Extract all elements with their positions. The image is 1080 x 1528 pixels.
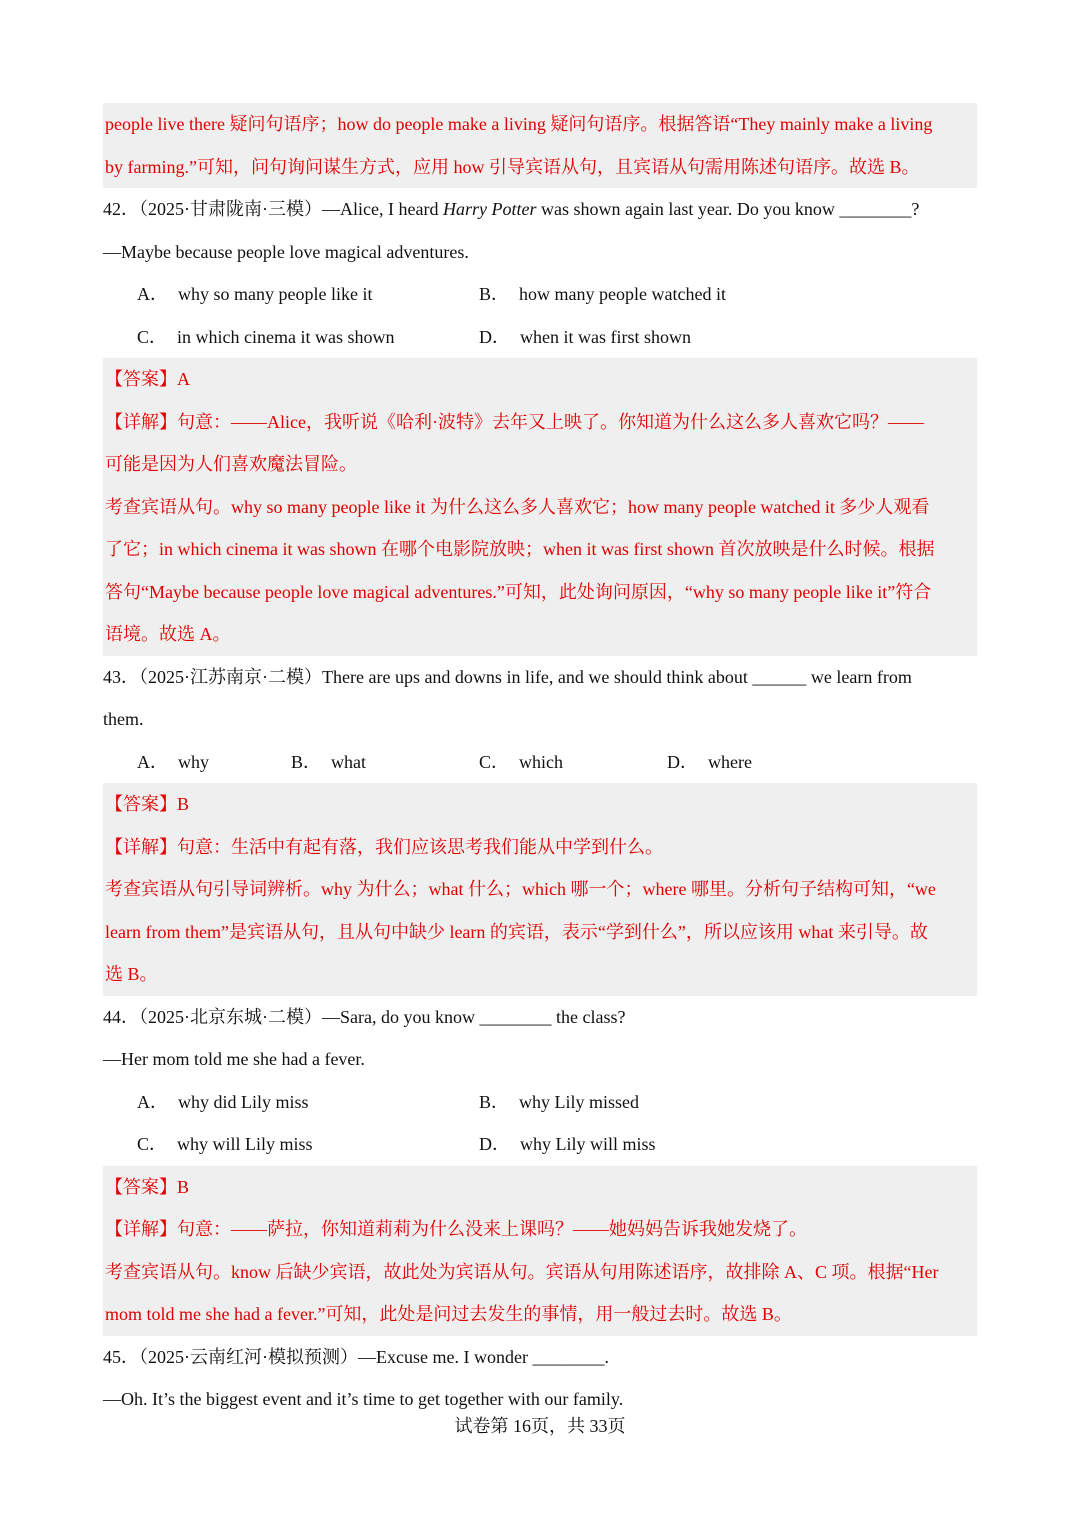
option-c[interactable]: C． why will Lily miss: [137, 1134, 313, 1154]
question-source: （2025·北京东城·二模）: [139, 1006, 322, 1027]
answer-block: [103, 1166, 977, 1336]
options-row: [103, 1081, 977, 1124]
option-b[interactable]: B． what: [291, 751, 367, 772]
question-stem: 42．（2025·甘肃陇南·三模）—Alice, I heard Harry Potter was shown again last year. Do you know ________?: [103, 199, 920, 219]
explanation-line: 语境。故选 A。: [105, 624, 231, 644]
answer-value: B: [177, 1176, 190, 1197]
question-stem-cont: them.: [103, 709, 144, 729]
option-c[interactable]: C． in which cinema it was shown: [137, 326, 395, 347]
detail-line: 可能是因为人们喜欢魔法冒险。: [105, 454, 357, 474]
answer-value: A: [177, 369, 190, 389]
question-reply: —Oh. It’s the biggest event and it’s time to get together with our family.: [103, 1389, 624, 1409]
answer-line: [103, 358, 977, 401]
option-b[interactable]: B． why Lily missed: [479, 1091, 640, 1112]
page-content: [103, 103, 977, 1421]
detail-label: 【详解】: [105, 836, 177, 857]
option-a[interactable]: A． why: [137, 751, 209, 772]
detail-line: 【详解】句意：生活中有起有落，我们应该思考我们能从中学到什么。: [105, 836, 663, 857]
explanation-line: 考查宾语从句。know 后缺少宾语，故此处为宾语从句。宾语从句用陈述语序，故排除 A、C 项。根据“Her: [105, 1261, 939, 1282]
options-row: [103, 741, 977, 784]
question-reply: —Maybe because people love magical adventures.: [103, 241, 469, 262]
option-d[interactable]: D． when it was first shown: [479, 326, 691, 347]
explanation-line: mom told me she had a fever.”可知，此处是问过去发生的事情，用一般过去时。故选 B。: [105, 1304, 792, 1324]
question-stem: 43．（2025·江苏南京·二模）There are ups and downs in life, and we should think about ______ we learn from: [103, 666, 912, 687]
option-c[interactable]: C． which: [479, 751, 564, 772]
explanation-line: 了它；in which cinema it was shown 在哪个电影院放映；when it was first shown 首次放映是什么时候。根据: [105, 539, 935, 559]
explanation-line: learn from them”是宾语从句，且从句中缺少 learn 的宾语，表示“学到什么”，所以应该用 what 来引导。故: [105, 921, 928, 942]
question-source: （2025·甘肃陇南·三模）: [139, 199, 322, 219]
answer-line: [103, 1166, 977, 1209]
page-footer: 试卷第 16页，共 33页: [454, 1416, 626, 1436]
option-a[interactable]: A． why so many people like it: [137, 284, 373, 304]
explanation-line: 考查宾语从句。why so many people like it 为什么这么多人喜欢它；how many people watched it 多少人观看: [105, 496, 930, 517]
prev-explanation: [103, 103, 977, 188]
option-b[interactable]: B． how many people watched it: [479, 284, 726, 304]
question-source: （2025·江苏南京·二模）: [139, 666, 322, 687]
detail-label: 【详解】: [105, 411, 177, 432]
question-45: [103, 1336, 977, 1421]
explanation-line: 选 B。: [105, 964, 158, 984]
detail-line: 【详解】句意：——Alice，我听说《哈利·波特》去年又上映了。你知道为什么这么多人喜欢它吗？——: [105, 411, 924, 432]
question-stem: 44．（2025·北京东城·二模）—Sara, do you know ________ the class?: [103, 1006, 626, 1027]
option-a[interactable]: A． why did Lily miss: [137, 1091, 309, 1112]
options-row: [103, 273, 977, 316]
detail-line: 【详解】句意：——萨拉，你知道莉莉为什么没来上课吗？——她妈妈告诉我她发烧了。: [105, 1219, 807, 1239]
answer-label: 【答案】: [105, 794, 177, 814]
explanation-line: 答句“Maybe because people love magical adventures.”可知，此处询问原因，“why so many people like it”符合: [105, 581, 932, 602]
option-d[interactable]: D． why Lily will miss: [479, 1134, 656, 1154]
answer-line: [103, 783, 977, 826]
question-reply: —Her mom told me she had a fever.: [103, 1049, 365, 1069]
question-44: [103, 996, 977, 1336]
question-42: [103, 188, 977, 656]
options-row: [103, 1123, 977, 1166]
question-number: 45．: [103, 1346, 139, 1367]
answer-label: 【答案】: [105, 1176, 177, 1197]
question-number: 44．: [103, 1006, 139, 1027]
question-43: [103, 656, 977, 996]
question-stem: 45．（2025·云南红河·模拟预测）—Excuse me. I wonder ________.: [103, 1346, 609, 1367]
answer-value: B: [177, 794, 190, 814]
question-number: 43．: [103, 666, 139, 687]
option-d[interactable]: D． where: [667, 751, 752, 772]
explanation-line: people live there 疑问句语序；how do people make a living 疑问句语序。根据答语“They mainly make a living: [105, 114, 933, 134]
options-row: [103, 316, 977, 359]
answer-block: [103, 358, 977, 656]
answer-block: [103, 783, 977, 996]
explanation-line: 考查宾语从句引导词辨析。why 为什么；what 什么；which 哪一个；where 哪里。分析句子结构可知，“we: [105, 879, 936, 899]
question-number: 42．: [103, 199, 139, 219]
detail-label: 【详解】: [105, 1219, 177, 1239]
explanation-line: by farming.”可知，问句询问谋生方式，应用 how 引导宾语从句，且宾语从句需用陈述句语序。故选 B。: [105, 156, 920, 177]
question-source: （2025·云南红河·模拟预测）: [139, 1346, 358, 1367]
answer-label: 【答案】: [105, 369, 177, 389]
book-title: Harry Potter: [442, 199, 537, 219]
